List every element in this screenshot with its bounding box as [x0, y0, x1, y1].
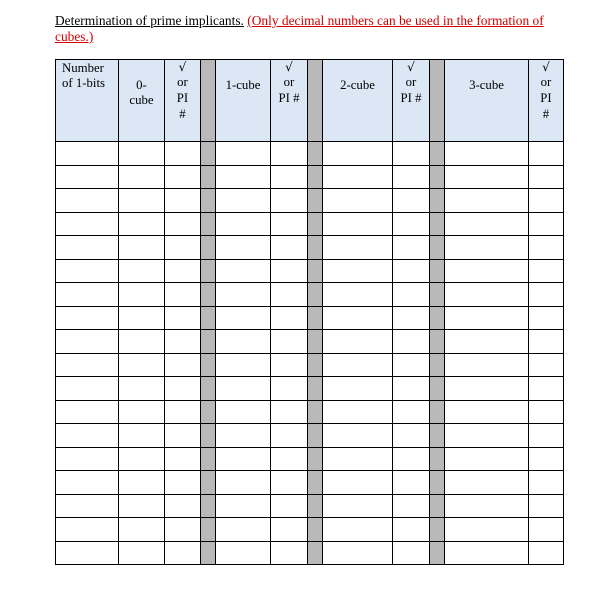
entry-cell[interactable] [529, 306, 564, 330]
entry-cell[interactable] [445, 447, 529, 471]
separator-cell [430, 353, 445, 377]
entry-cell[interactable] [271, 377, 308, 401]
separator-cell [308, 471, 323, 495]
separator-cell [308, 400, 323, 424]
separator-cell [201, 259, 216, 283]
header-0-cube [119, 60, 165, 142]
separator-cell [201, 424, 216, 448]
entry-cell[interactable] [56, 236, 119, 260]
entry-cell[interactable] [56, 447, 119, 471]
entry-cell[interactable] [119, 424, 165, 448]
entry-cell[interactable] [165, 518, 201, 542]
separator-cell [430, 306, 445, 330]
entry-cell[interactable] [323, 494, 393, 518]
entry-cell[interactable] [271, 353, 308, 377]
entry-cell[interactable] [56, 330, 119, 354]
entry-cell[interactable] [56, 259, 119, 283]
entry-cell[interactable] [323, 259, 393, 283]
separator-cell [201, 142, 216, 166]
separator-cell [430, 541, 445, 565]
entry-cell[interactable] [393, 259, 430, 283]
separator-cell [201, 447, 216, 471]
entry-cell[interactable] [119, 447, 165, 471]
separator-cell [308, 142, 323, 166]
entry-cell[interactable] [445, 494, 529, 518]
entry-cell[interactable] [445, 212, 529, 236]
entry-cell[interactable] [393, 447, 430, 471]
separator-cell [308, 189, 323, 213]
entry-cell[interactable] [393, 424, 430, 448]
separator-cell [308, 330, 323, 354]
entry-cell[interactable] [529, 447, 564, 471]
separator-cell [430, 330, 445, 354]
entry-cell[interactable] [165, 471, 201, 495]
entry-cell[interactable] [271, 471, 308, 495]
entry-cell[interactable] [445, 142, 529, 166]
header-2-cube [323, 60, 393, 142]
entry-cell[interactable] [216, 377, 271, 401]
separator-cell [308, 377, 323, 401]
table-body [56, 142, 564, 565]
entry-cell[interactable] [323, 165, 393, 189]
entry-cell[interactable] [445, 541, 529, 565]
entry-cell[interactable] [271, 518, 308, 542]
separator-cell [308, 541, 323, 565]
separator-cell [308, 236, 323, 260]
entry-cell[interactable] [393, 306, 430, 330]
entry-cell[interactable] [323, 471, 393, 495]
entry-cell[interactable] [216, 236, 271, 260]
entry-cell[interactable] [529, 283, 564, 307]
entry-cell[interactable] [216, 353, 271, 377]
separator-cell [430, 142, 445, 166]
separator-cell [308, 283, 323, 307]
separator-cell [201, 471, 216, 495]
separator-cell [308, 306, 323, 330]
separator-cell [430, 165, 445, 189]
separator-cell [201, 400, 216, 424]
separator-cell [308, 212, 323, 236]
entry-cell[interactable] [165, 424, 201, 448]
check-mark-icon: √ [178, 60, 187, 74]
table-row [56, 330, 564, 354]
entry-cell[interactable] [119, 283, 165, 307]
entry-cell[interactable] [216, 142, 271, 166]
entry-cell[interactable] [216, 424, 271, 448]
heading-title: Determination of prime implicants. [55, 13, 244, 28]
separator-cell [430, 283, 445, 307]
table-row [56, 471, 564, 495]
entry-cell[interactable] [529, 330, 564, 354]
entry-cell[interactable] [119, 306, 165, 330]
entry-cell[interactable] [216, 518, 271, 542]
header-3-cube [445, 60, 529, 142]
entry-cell[interactable] [119, 189, 165, 213]
entry-cell[interactable] [271, 330, 308, 354]
header-line: PI [176, 91, 189, 105]
separator-cell [201, 189, 216, 213]
separator-cell [308, 424, 323, 448]
check-mark-icon: √ [542, 60, 550, 74]
heading-note: (Only decimal numbers can be used in the formation of cubes.) [55, 13, 544, 44]
separator-cell [201, 353, 216, 377]
entry-cell[interactable] [56, 283, 119, 307]
entry-cell[interactable] [323, 142, 393, 166]
entry-cell[interactable] [323, 212, 393, 236]
table-row [56, 377, 564, 401]
entry-cell[interactable] [165, 165, 201, 189]
table-row [56, 236, 564, 260]
entry-cell[interactable] [445, 283, 529, 307]
header-number-of-1-bits [56, 60, 119, 142]
entry-cell[interactable] [445, 377, 529, 401]
entry-cell[interactable] [445, 189, 529, 213]
header-check-or-pi-3 [529, 60, 564, 142]
entry-cell[interactable] [271, 142, 308, 166]
entry-cell[interactable] [393, 471, 430, 495]
entry-cell[interactable] [165, 330, 201, 354]
separator-cell [430, 400, 445, 424]
header-line: PI # [278, 91, 300, 105]
entry-cell[interactable] [323, 377, 393, 401]
header-line: 3-cube [469, 78, 504, 92]
header-line: or [177, 75, 188, 89]
entry-cell[interactable] [56, 212, 119, 236]
entry-cell[interactable] [216, 283, 271, 307]
entry-cell[interactable] [56, 189, 119, 213]
entry-cell[interactable] [393, 189, 430, 213]
entry-cell[interactable] [445, 471, 529, 495]
entry-cell[interactable] [529, 165, 564, 189]
entry-cell[interactable] [445, 353, 529, 377]
entry-cell[interactable] [271, 189, 308, 213]
entry-cell[interactable] [323, 283, 393, 307]
entry-cell[interactable] [216, 259, 271, 283]
separator-column [201, 60, 216, 142]
separator-cell [201, 377, 216, 401]
entry-cell[interactable] [445, 306, 529, 330]
separator-cell [201, 212, 216, 236]
separator-column [430, 60, 445, 142]
header-check-or-pi-1 [271, 60, 308, 142]
entry-cell[interactable] [56, 142, 119, 166]
entry-cell[interactable] [393, 518, 430, 542]
entry-cell[interactable] [119, 259, 165, 283]
header-line: Number [62, 61, 104, 75]
check-mark-icon: √ [407, 60, 415, 74]
entry-cell[interactable] [216, 306, 271, 330]
entry-cell[interactable] [165, 377, 201, 401]
separator-cell [430, 236, 445, 260]
entry-cell[interactable] [529, 212, 564, 236]
entry-cell[interactable] [445, 236, 529, 260]
entry-cell[interactable] [393, 353, 430, 377]
table-row [56, 541, 564, 565]
entry-cell[interactable] [216, 447, 271, 471]
entry-cell[interactable] [529, 400, 564, 424]
entry-cell[interactable] [393, 494, 430, 518]
entry-cell[interactable] [56, 353, 119, 377]
separator-cell [430, 447, 445, 471]
entry-cell[interactable] [119, 400, 165, 424]
entry-cell[interactable] [445, 400, 529, 424]
separator-cell [201, 283, 216, 307]
entry-cell[interactable] [216, 400, 271, 424]
table-row [56, 447, 564, 471]
entry-cell[interactable] [216, 541, 271, 565]
entry-cell[interactable] [165, 259, 201, 283]
entry-cell[interactable] [393, 142, 430, 166]
entry-cell[interactable] [216, 330, 271, 354]
entry-cell[interactable] [216, 494, 271, 518]
entry-cell[interactable] [529, 424, 564, 448]
entry-cell[interactable] [529, 377, 564, 401]
entry-cell[interactable] [445, 165, 529, 189]
entry-cell[interactable] [165, 189, 201, 213]
entry-cell[interactable] [529, 142, 564, 166]
entry-cell[interactable] [393, 541, 430, 565]
entry-cell[interactable] [323, 236, 393, 260]
entry-cell[interactable] [119, 377, 165, 401]
entry-cell[interactable] [445, 424, 529, 448]
separator-cell [201, 518, 216, 542]
separator-cell [430, 189, 445, 213]
separator-cell [201, 306, 216, 330]
entry-cell[interactable] [529, 471, 564, 495]
separator-cell [430, 518, 445, 542]
entry-cell[interactable] [165, 212, 201, 236]
entry-cell[interactable] [216, 165, 271, 189]
entry-cell[interactable] [56, 541, 119, 565]
separator-cell [430, 494, 445, 518]
entry-cell[interactable] [165, 283, 201, 307]
entry-cell[interactable] [165, 236, 201, 260]
table-row [56, 212, 564, 236]
separator-column [308, 60, 323, 142]
separator-cell [308, 165, 323, 189]
entry-cell[interactable] [165, 400, 201, 424]
separator-cell [430, 259, 445, 283]
entry-cell[interactable] [393, 283, 430, 307]
separator-cell [430, 424, 445, 448]
header-line: cube [129, 93, 154, 107]
entry-cell[interactable] [119, 330, 165, 354]
check-mark-icon: √ [285, 60, 293, 74]
header-check-or-pi-0 [165, 60, 201, 142]
header-line: PI # [400, 91, 422, 105]
entry-cell[interactable] [323, 400, 393, 424]
entry-cell[interactable] [271, 447, 308, 471]
entry-cell[interactable] [271, 400, 308, 424]
entry-cell[interactable] [529, 518, 564, 542]
entry-cell[interactable] [529, 353, 564, 377]
header-row [56, 60, 564, 142]
entry-cell[interactable] [165, 142, 201, 166]
table-row [56, 400, 564, 424]
entry-cell[interactable] [529, 494, 564, 518]
entry-cell[interactable] [529, 541, 564, 565]
entry-cell[interactable] [165, 541, 201, 565]
entry-cell[interactable] [393, 330, 430, 354]
entry-cell[interactable] [529, 259, 564, 283]
table-row [56, 283, 564, 307]
entry-cell[interactable] [271, 306, 308, 330]
entry-cell[interactable] [323, 189, 393, 213]
separator-cell [430, 212, 445, 236]
entry-cell[interactable] [119, 471, 165, 495]
entry-cell[interactable] [271, 212, 308, 236]
header-line: PI [540, 91, 552, 105]
header-line: or [405, 75, 417, 89]
entry-cell[interactable] [393, 165, 430, 189]
header-check-or-pi-2 [393, 60, 430, 142]
entry-cell[interactable] [271, 165, 308, 189]
entry-cell[interactable] [393, 212, 430, 236]
table-row [56, 518, 564, 542]
table-row [56, 259, 564, 283]
header-line: or [283, 75, 295, 89]
separator-cell [201, 236, 216, 260]
table-row [56, 494, 564, 518]
table-row [56, 189, 564, 213]
entry-cell[interactable] [56, 518, 119, 542]
prime-implicant-table [55, 59, 564, 565]
entry-cell[interactable] [165, 306, 201, 330]
entry-cell[interactable] [445, 518, 529, 542]
entry-cell[interactable] [323, 447, 393, 471]
entry-cell[interactable] [165, 494, 201, 518]
entry-cell[interactable] [216, 189, 271, 213]
table-row [56, 353, 564, 377]
entry-cell[interactable] [165, 353, 201, 377]
separator-cell [201, 541, 216, 565]
entry-cell[interactable] [119, 236, 165, 260]
header-1-cube [216, 60, 271, 142]
separator-cell [430, 471, 445, 495]
entry-cell[interactable] [271, 541, 308, 565]
entry-cell[interactable] [165, 447, 201, 471]
entry-cell[interactable] [323, 353, 393, 377]
entry-cell[interactable] [393, 236, 430, 260]
section-heading [55, 13, 560, 45]
entry-cell[interactable] [271, 494, 308, 518]
entry-cell[interactable] [56, 377, 119, 401]
separator-cell [201, 165, 216, 189]
header-line: 1-cube [225, 78, 261, 92]
separator-cell [308, 518, 323, 542]
entry-cell[interactable] [393, 400, 430, 424]
separator-cell [430, 377, 445, 401]
entry-cell[interactable] [56, 400, 119, 424]
entry-cell[interactable] [323, 541, 393, 565]
separator-cell [201, 330, 216, 354]
entry-cell[interactable] [119, 518, 165, 542]
entry-cell[interactable] [323, 306, 393, 330]
entry-cell[interactable] [56, 471, 119, 495]
entry-cell[interactable] [323, 518, 393, 542]
entry-cell[interactable] [56, 306, 119, 330]
table-row [56, 306, 564, 330]
header-line: or [540, 75, 552, 89]
entry-cell[interactable] [119, 353, 165, 377]
entry-cell[interactable] [56, 494, 119, 518]
entry-cell[interactable] [119, 494, 165, 518]
entry-cell[interactable] [529, 189, 564, 213]
entry-cell[interactable] [216, 471, 271, 495]
separator-cell [308, 353, 323, 377]
table-row [56, 142, 564, 166]
entry-cell[interactable] [445, 259, 529, 283]
separator-cell [201, 494, 216, 518]
table-row [56, 165, 564, 189]
separator-cell [308, 259, 323, 283]
entry-cell[interactable] [393, 377, 430, 401]
entry-cell[interactable] [56, 165, 119, 189]
entry-cell[interactable] [271, 424, 308, 448]
header-line: 0- [136, 78, 147, 92]
entry-cell[interactable] [216, 212, 271, 236]
entry-cell[interactable] [119, 165, 165, 189]
entry-cell[interactable] [119, 541, 165, 565]
separator-cell [308, 494, 323, 518]
entry-cell[interactable] [271, 259, 308, 283]
entry-cell[interactable] [445, 330, 529, 354]
entry-cell[interactable] [323, 330, 393, 354]
table-row [56, 424, 564, 448]
entry-cell[interactable] [271, 283, 308, 307]
entry-cell[interactable] [119, 212, 165, 236]
entry-cell[interactable] [56, 424, 119, 448]
separator-cell [308, 447, 323, 471]
header-line: # [542, 107, 550, 121]
entry-cell[interactable] [119, 142, 165, 166]
entry-cell[interactable] [529, 236, 564, 260]
header-line: 2-cube [340, 78, 375, 92]
entry-cell[interactable] [323, 424, 393, 448]
header-line: of 1-bits [62, 76, 106, 90]
entry-cell[interactable] [271, 236, 308, 260]
header-line: # [179, 107, 186, 121]
